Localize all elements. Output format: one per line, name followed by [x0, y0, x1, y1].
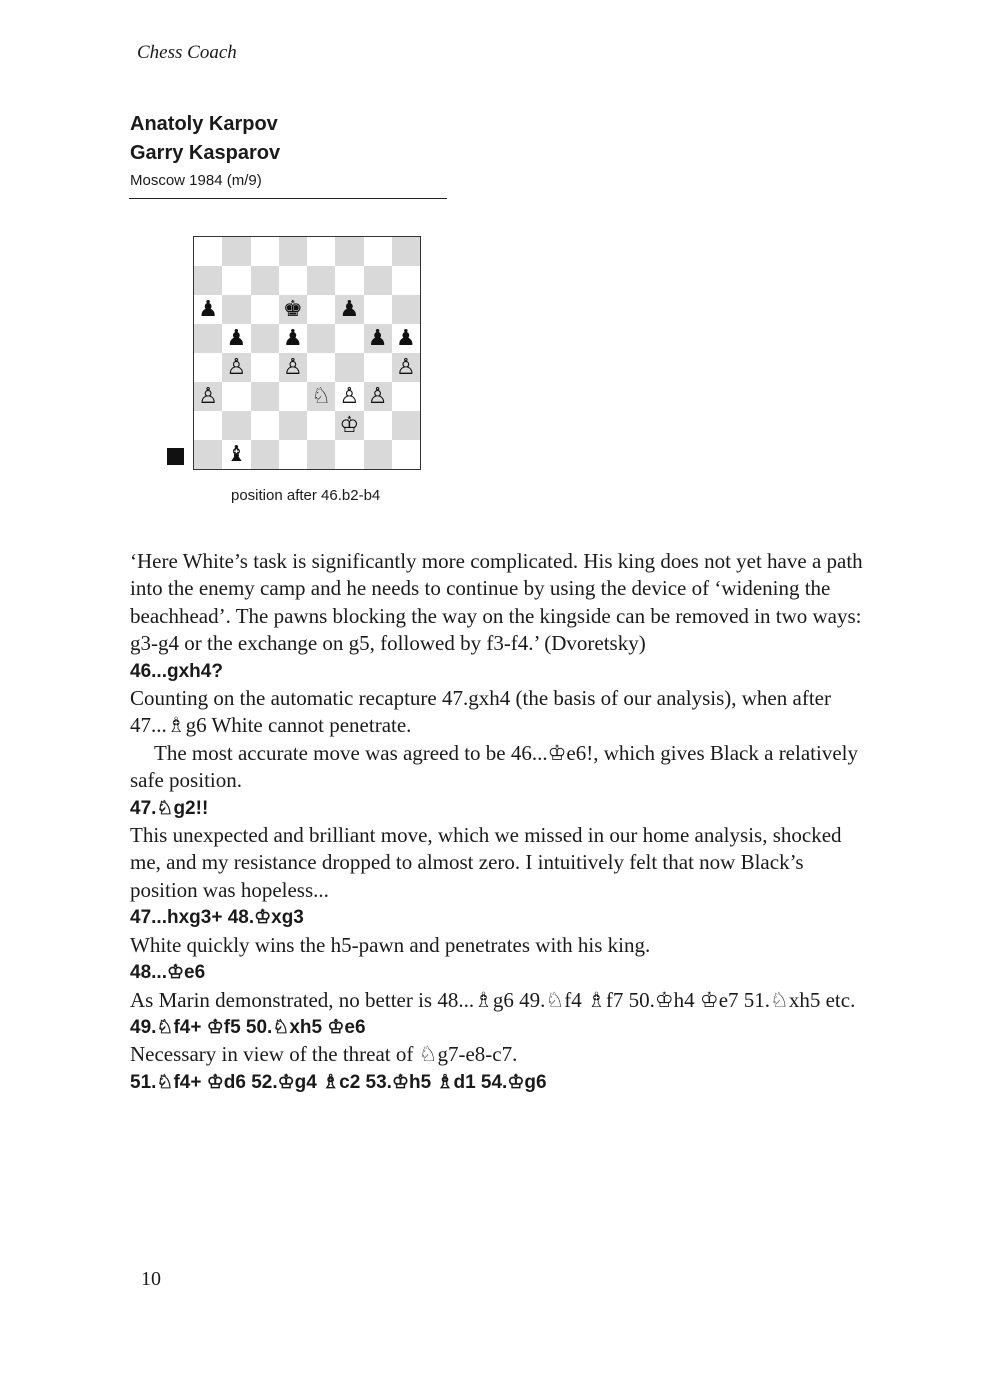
diagram-caption: position after 46.b2-b4	[231, 487, 381, 504]
board-square-b7	[222, 266, 250, 295]
board-square-g5: ♟	[364, 324, 392, 353]
board-square-b5: ♟	[222, 324, 250, 353]
board-square-d8	[279, 237, 307, 266]
board-square-e8	[307, 237, 335, 266]
board-square-a3: ♙	[194, 382, 222, 411]
board-square-d4: ♙	[279, 353, 307, 382]
game-event: Moscow 1984 (m/9)	[130, 172, 262, 189]
move-line: 47.♘g2!!	[130, 797, 209, 819]
board-square-c5	[251, 324, 279, 353]
board-square-h8	[392, 237, 420, 266]
board-square-f3: ♙	[335, 382, 363, 411]
board-square-f4	[335, 353, 363, 382]
board-square-b3	[222, 382, 250, 411]
board-square-d2	[279, 411, 307, 440]
move-line: 49.♘f4+ ♔f5 50.♘xh5 ♔e6	[130, 1016, 366, 1038]
board-square-e4	[307, 353, 335, 382]
board-square-a1	[194, 440, 222, 469]
board-square-g1	[364, 440, 392, 469]
board-square-e5	[307, 324, 335, 353]
board-square-e1	[307, 440, 335, 469]
board-square-a5	[194, 324, 222, 353]
header-divider	[129, 198, 447, 199]
board-square-f1	[335, 440, 363, 469]
black-to-move-indicator	[167, 448, 184, 465]
board-square-e3: ♘	[307, 382, 335, 411]
board-square-b4: ♙	[222, 353, 250, 382]
board-square-h2	[392, 411, 420, 440]
board-square-h6	[392, 295, 420, 324]
board-square-b2	[222, 411, 250, 440]
board-square-h5: ♟	[392, 324, 420, 353]
board-square-a6: ♟	[194, 295, 222, 324]
commentary-paragraph: Counting on the automatic recapture 47.gxh4 (the basis of our analysis), when after 47...♗g6 White cannot penetrate.	[130, 686, 831, 738]
board-square-h7	[392, 266, 420, 295]
board-square-a2	[194, 411, 222, 440]
game-header	[130, 110, 280, 189]
board-square-f5	[335, 324, 363, 353]
board-square-f2: ♔	[335, 411, 363, 440]
board-square-d6: ♚	[279, 295, 307, 324]
board-square-e6	[307, 295, 335, 324]
page-number: 10	[141, 1268, 161, 1290]
chess-diagram	[193, 236, 421, 470]
move-line: 47...hxg3+ 48.♔xg3	[130, 907, 304, 929]
commentary-paragraph: White quickly wins the h5-pawn and penetrates with his king.	[130, 932, 651, 957]
commentary-paragraph: The most accurate move was agreed to be 46...♔e6!, which gives Black a relatively safe position.	[130, 740, 858, 793]
board-square-c8	[251, 237, 279, 266]
board-square-g8	[364, 237, 392, 266]
board-square-d1	[279, 440, 307, 469]
board-square-b8	[222, 237, 250, 266]
board-square-c7	[251, 266, 279, 295]
commentary	[130, 548, 870, 1096]
black-player-name: Garry Kasparov	[130, 142, 281, 164]
board-square-h4: ♙	[392, 353, 420, 382]
board-square-g3: ♙	[364, 382, 392, 411]
white-player-name: Anatoly Karpov	[130, 113, 278, 135]
move-line: 51.♘f4+ ♔d6 52.♔g4 ♗c2 53.♔h5 ♗d1 54.♔g6	[130, 1071, 547, 1093]
board-square-h1	[392, 440, 420, 469]
board-square-d5: ♟	[279, 324, 307, 353]
board-square-f7	[335, 266, 363, 295]
board-square-a7	[194, 266, 222, 295]
board-square-a4	[194, 353, 222, 382]
board-square-c3	[251, 382, 279, 411]
commentary-paragraph: ‘Here White’s task is significantly more complicated. His king does not yet have a path into the enemy camp and he needs to continue by using the device of ‘widening the beachhead’. The pawns blocking the way on the kingside can be removed in two ways: g3-g4 or the exchange on g5, followed by f3-f4.’ (Dvoretsky)	[130, 549, 863, 656]
board-square-g4	[364, 353, 392, 382]
board-square-b1: ♝	[222, 440, 250, 469]
board-square-g2	[364, 411, 392, 440]
board-square-e2	[307, 411, 335, 440]
board-square-g6	[364, 295, 392, 324]
board-square-f8	[335, 237, 363, 266]
board-square-a8	[194, 237, 222, 266]
board-square-d7	[279, 266, 307, 295]
commentary-paragraph: Necessary in view of the threat of ♘g7-e8-c7.	[130, 1042, 518, 1067]
board-square-f6: ♟	[335, 295, 363, 324]
commentary-paragraph: As Marin demonstrated, no better is 48...♗g6 49.♘f4 ♗f7 50.♔h4 ♔e7 51.♘xh5 etc.	[130, 987, 856, 1012]
board-square-h3	[392, 382, 420, 411]
board-square-c1	[251, 440, 279, 469]
move-line: 48...♔e6	[130, 962, 206, 984]
board-square-d3	[279, 382, 307, 411]
board-square-c6	[251, 295, 279, 324]
running-head: Chess Coach	[137, 42, 237, 63]
board-square-e7	[307, 266, 335, 295]
board-square-c2	[251, 411, 279, 440]
board-square-c4	[251, 353, 279, 382]
board-square-g7	[364, 266, 392, 295]
board-square-b6	[222, 295, 250, 324]
move-line: 46...gxh4?	[130, 660, 223, 682]
commentary-paragraph: This unexpected and brilliant move, which we missed in our home analysis, shocked me, and my resistance dropped to almost zero. I intuitively felt that now Black’s position was hopeless...	[130, 823, 842, 902]
